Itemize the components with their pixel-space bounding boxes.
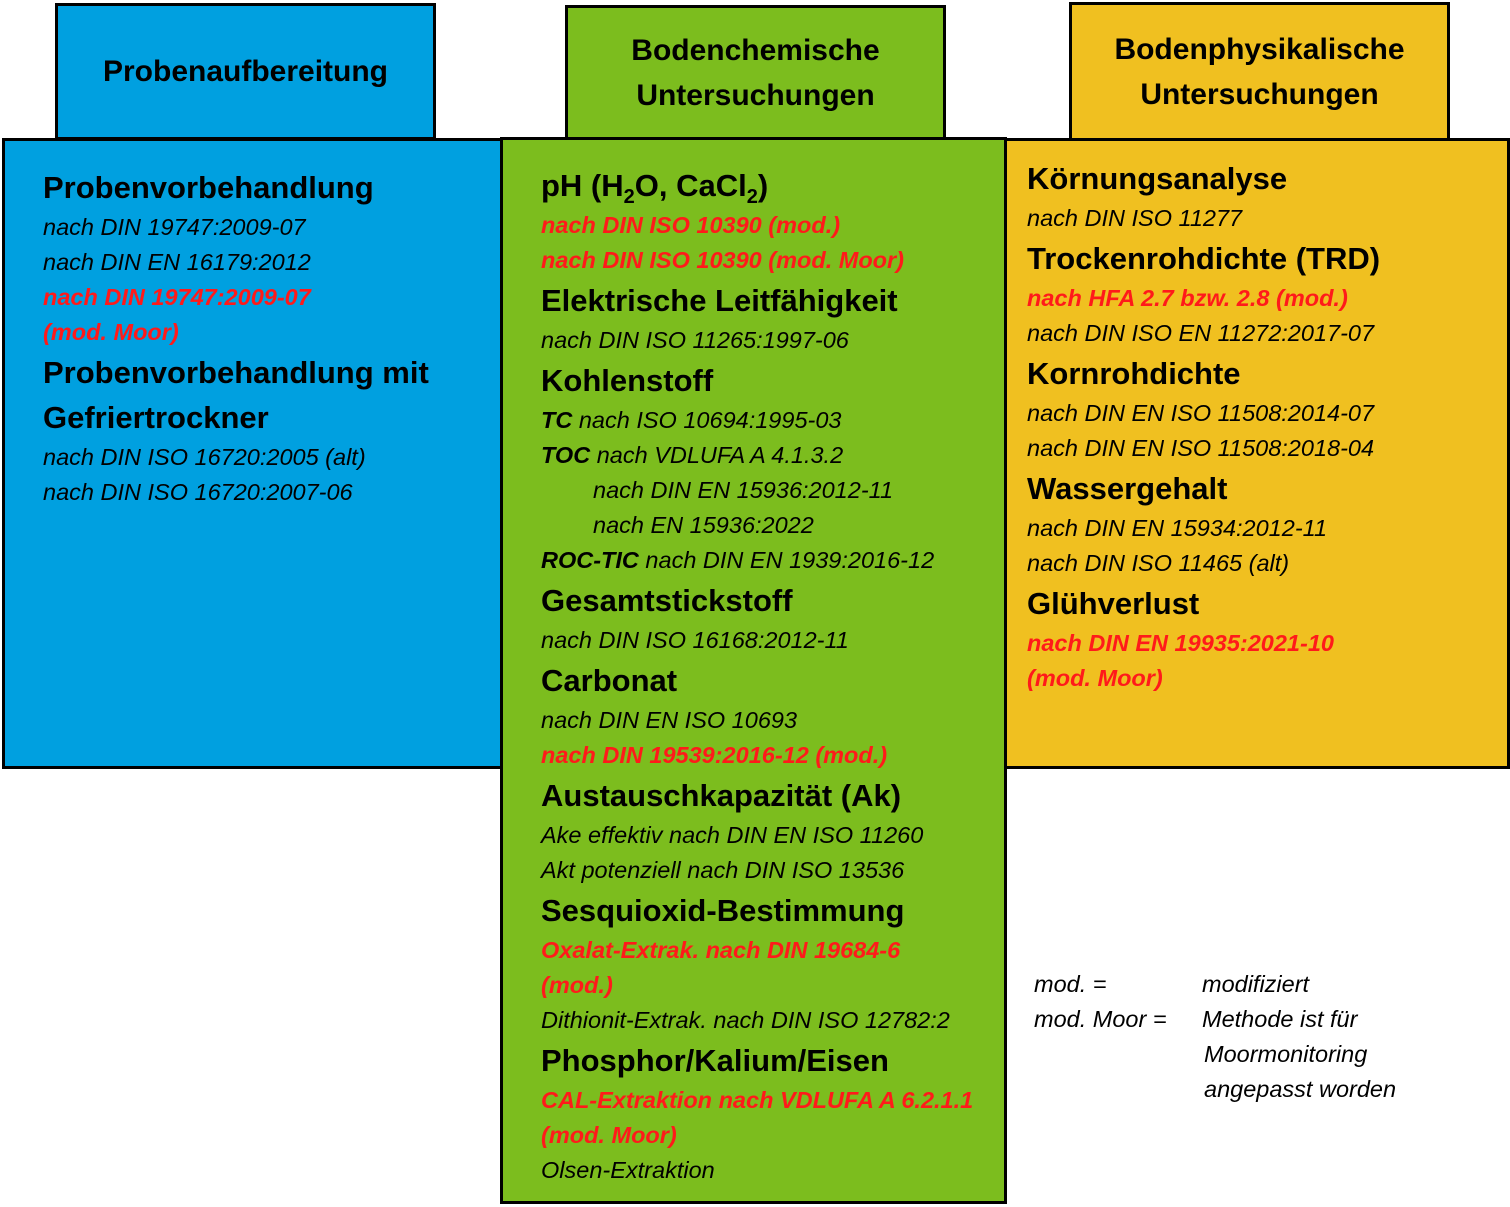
panel-content [503,140,1004,1188]
method-modified: nach DIN ISO 10390 (mod.) [541,212,841,238]
method-line [541,403,1004,438]
method-prefix: TC [541,407,573,433]
section-heading: Probenvorbehandlung mit [43,355,429,390]
tab-title-line1: Bodenphysikalische [1114,32,1405,66]
method-line [541,438,1004,473]
method-line: nach DIN EN 15936:2012-11 [593,477,894,503]
tab-bodenchemisch [565,5,946,141]
method-modified: (mod. Moor) [43,319,179,345]
panel-bodenchemisch [500,137,1007,1204]
legend-term: mod. = [1034,971,1107,997]
method-text: nach DIN EN 1939:2016-12 [638,547,935,573]
method-modified: nach DIN 19539:2016-12 (mod.) [541,742,888,768]
method-line: nach DIN ISO 16720:2007-06 [43,479,353,505]
method-line: nach DIN ISO EN 11272:2017-07 [1027,320,1375,346]
legend-desc: modifiziert [1202,971,1310,997]
method-line: nach DIN EN 16179:2012 [43,249,311,275]
method-text: nach ISO 10694:1995-03 [572,407,842,433]
method-modified: CAL-Extraktion nach VDLUFA A 6.2.1.1 [541,1087,974,1113]
section-heading: Wassergehalt [1027,471,1228,506]
method-line: Ake effektiv nach DIN EN ISO 11260 [541,822,924,848]
legend-term: mod. Moor = [1034,1006,1167,1032]
tab-title-line2: Untersuchungen [1140,77,1379,111]
legend-row-mod [1034,967,1396,1002]
method-line: nach DIN EN ISO 11508:2014-07 [1027,400,1375,426]
section-heading: Kohlenstoff [541,363,714,398]
method-line [541,543,1004,578]
tab-title-line2: Untersuchungen [636,79,875,112]
method-line: nach DIN 19747:2009-07 [43,214,306,240]
legend-desc-cont: angepasst worden [1204,1076,1397,1102]
method-line: nach DIN EN ISO 10693 [541,707,798,733]
method-line: nach DIN ISO 16720:2005 (alt) [43,444,366,470]
section-heading: Trockenrohdichte (TRD) [1027,241,1381,276]
panel-probenaufbereitung [2,138,503,769]
legend-desc-cont: Moormonitoring [1204,1041,1368,1067]
method-text: nach VDLUFA A 4.1.3.2 [590,442,844,468]
method-line: Dithionit-Extrak. nach DIN ISO 12782:2 [541,1007,950,1033]
method-line: nach DIN EN 15934:2012-11 [1027,515,1328,541]
legend [1034,967,1396,1107]
tab-probenaufbereitung [55,3,436,140]
panel-bodenphysikalisch [1003,138,1510,769]
method-prefix: ROC-TIC [541,547,639,573]
method-modified: nach DIN ISO 10390 (mod. Moor) [541,247,905,273]
method-modified: nach HFA 2.7 bzw. 2.8 (mod.) [1027,285,1348,311]
section-heading: Körnungsanalyse [1027,161,1288,196]
method-modified: (mod. Moor) [541,1122,677,1148]
method-line: Olsen-Extraktion [541,1157,715,1183]
method-modified: nach DIN EN 19935:2021-10 [1027,630,1334,656]
section-heading: Phosphor/Kalium/Eisen [541,1043,889,1078]
legend-desc: Methode ist für [1202,1006,1358,1032]
legend-row-moor [1034,1002,1396,1037]
method-line: nach DIN ISO 11465 (alt) [1027,550,1290,576]
method-line: nach DIN ISO 11277 [1027,205,1243,231]
method-prefix: TOC [541,442,591,468]
heading-ph: pH ($H_2O$, CaCl$_2$) [541,168,769,209]
panel-content [1006,141,1507,696]
method-line: nach DIN ISO 16168:2012-11 [541,627,849,653]
panel-content [5,141,500,510]
method-line: nach EN 15936:2022 [593,512,814,538]
section-heading: Probenvorbehandlung [43,170,374,205]
section-heading: Elektrische Leitfähigkeit [541,283,898,318]
method-modified: Oxalat-Extrak. nach DIN 19684-6 [541,937,901,963]
section-heading: Carbonat [541,663,678,698]
method-modified: (mod. Moor) [1027,665,1163,691]
section-heading: Gefriertrockner [43,400,269,435]
method-line: nach DIN ISO 11265:1997-06 [541,327,849,353]
section-heading: Glühverlust [1027,586,1200,621]
method-line: nach DIN EN ISO 11508:2018-04 [1027,435,1375,461]
method-modified: (mod.) [541,972,613,998]
method-line: Akt potenziell nach DIN ISO 13536 [541,857,905,883]
tab-bodenphysikalisch [1069,2,1450,141]
section-heading: Gesamtstickstoff [541,583,793,618]
section-heading: Sesquioxid-Bestimmung [541,893,905,928]
tab-title: Probenaufbereitung [102,55,388,88]
section-heading: Austauschkapazität (Ak) [541,778,902,813]
method-modified: nach DIN 19747:2009-07 [43,284,311,310]
tab-title-line1: Bodenchemische [631,34,880,67]
section-heading: Kornrohdichte [1027,356,1241,391]
